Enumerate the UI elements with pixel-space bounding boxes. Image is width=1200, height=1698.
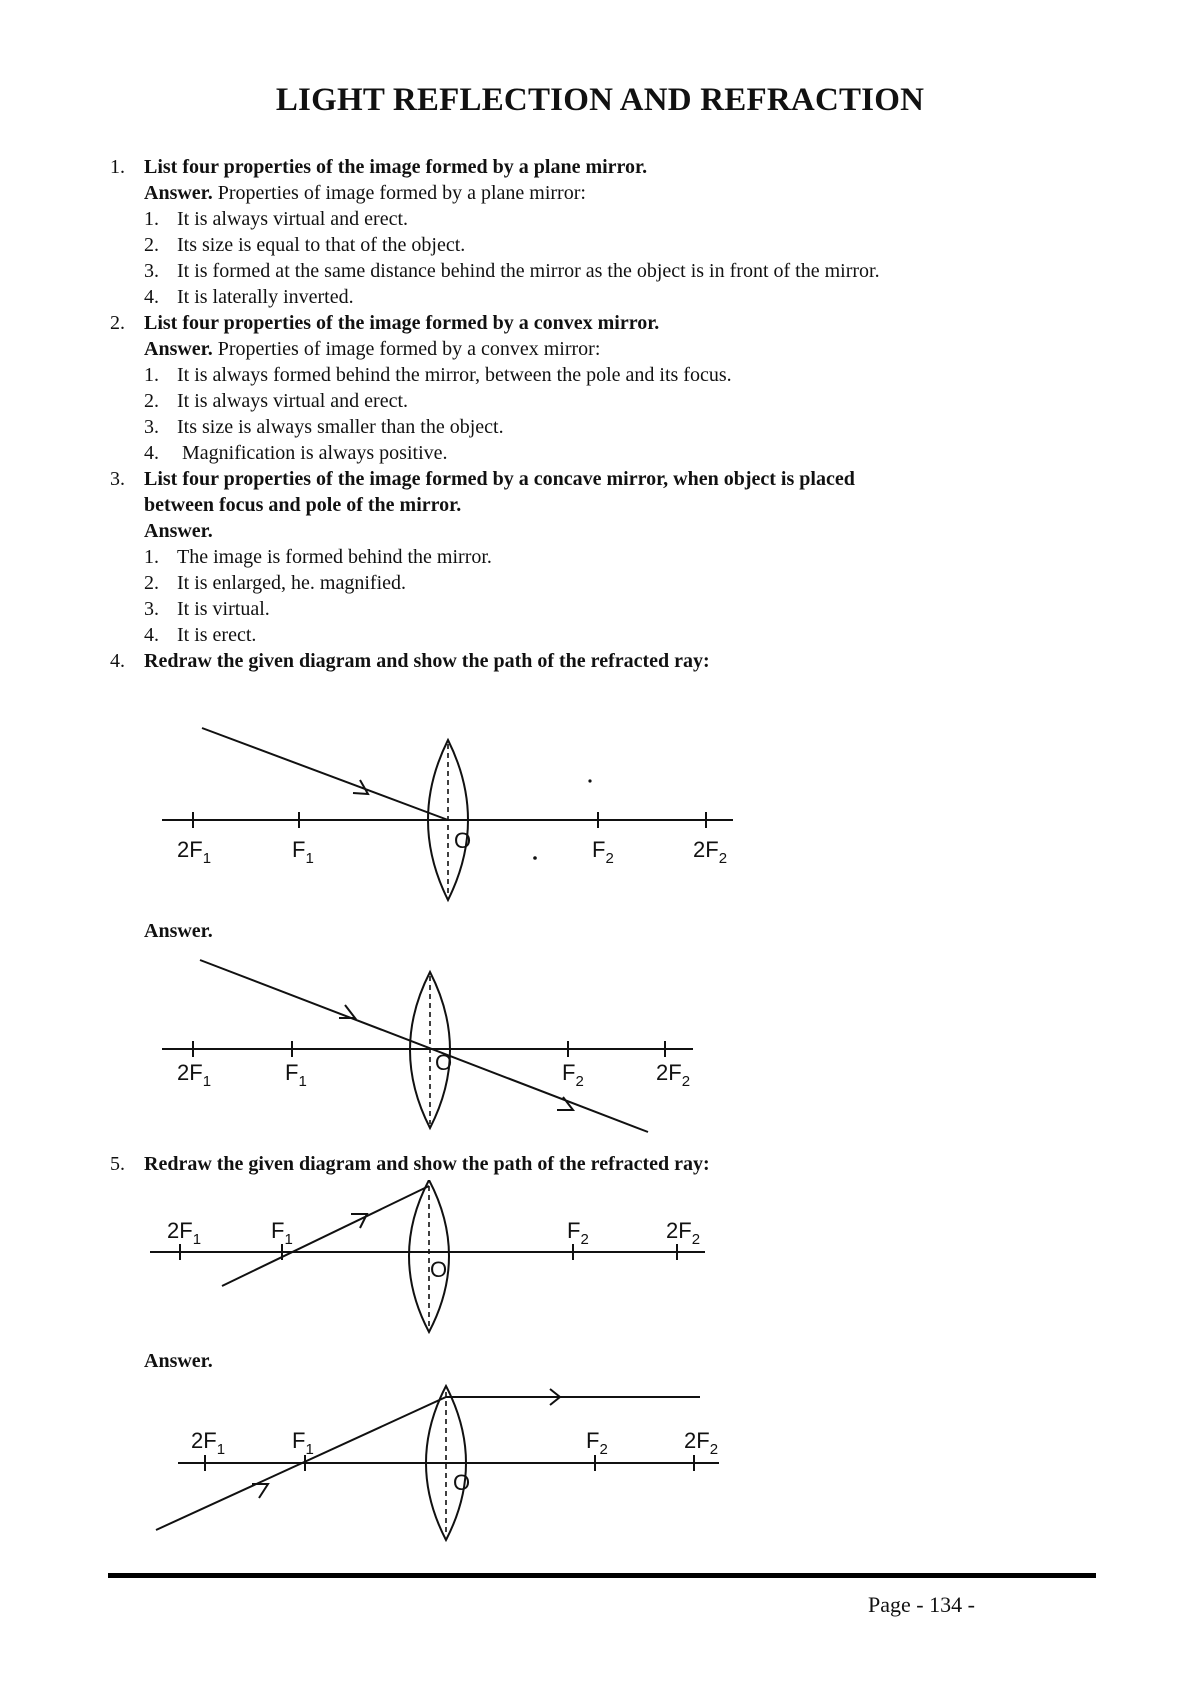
question-number: 5.: [110, 1153, 125, 1175]
label-2f2: $2F_2$: [684, 1428, 719, 1458]
answer-label: Answer.: [144, 182, 213, 204]
label-origin: O: [435, 1050, 453, 1075]
lens-diagram-a5: [0, 1380, 1200, 1550]
list-item: 2. It is enlarged, he. magnified.: [144, 572, 407, 594]
list-item: 1. The image is formed behind the mirror.: [144, 546, 492, 568]
stray-dot: [588, 779, 591, 782]
question-number: 1.: [110, 156, 125, 178]
label-f1: $F_1$: [292, 837, 314, 867]
footer-divider: [108, 1573, 1096, 1578]
answer-1-intro: [144, 180, 586, 206]
convex-lens: [409, 1180, 449, 1332]
arrow-icon: [252, 1484, 268, 1498]
stray-dot: [533, 856, 537, 860]
list-item: 4. Magnification is always positive.: [144, 442, 448, 464]
answer-label: Answer.: [144, 1350, 213, 1372]
question-text: Redraw the given diagram and show the path of the refracted ray:: [144, 650, 710, 672]
incident-ray: [202, 728, 448, 820]
label-2f2: $2F_2$: [693, 837, 728, 867]
list-item: 2. It is always virtual and erect.: [144, 390, 409, 412]
question-5: [110, 1151, 710, 1177]
label-origin: O: [453, 1470, 471, 1495]
lens-diagram-q5: [0, 1180, 1200, 1345]
label-f1: $F_1$: [292, 1428, 314, 1458]
list-item: 1. It is always virtual and erect.: [144, 208, 409, 230]
question-text: Redraw the given diagram and show the path of the refracted ray:: [144, 1153, 710, 1175]
page-number: Page - 134 -: [868, 1592, 975, 1617]
list-item: 2. Its size is equal to that of the object.: [144, 234, 466, 256]
answer-intro: Properties of image formed by a plane mirror:: [212, 182, 586, 204]
answer-label: Answer.: [144, 520, 213, 542]
label-origin: O: [430, 1257, 448, 1282]
label-f2: $F_2$: [586, 1428, 608, 1458]
question-text: List four properties of the image formed by a plane mirror.: [144, 156, 648, 178]
list-item: 3. It is virtual.: [144, 598, 270, 620]
label-f1: $F_1$: [271, 1218, 293, 1248]
label-2f1: $2F_1$: [177, 1060, 212, 1090]
list-item: 4. It is erect.: [144, 624, 257, 646]
question-text: List four properties of the image formed by a convex mirror.: [144, 312, 660, 334]
label-origin: O: [454, 828, 472, 853]
question-text: List four properties of the image formed by a concave mirror, when object is placed: [144, 468, 855, 490]
answer-label: Answer.: [144, 338, 213, 360]
label-2f1: $2F_1$: [191, 1428, 226, 1458]
question-3: [110, 466, 855, 492]
list-item: 1. It is always formed behind the mirror, between the pole and its focus.: [144, 364, 732, 386]
label-2f1: $2F_1$: [177, 837, 212, 867]
answer-label: Answer.: [144, 920, 213, 942]
question-number: 4.: [110, 650, 125, 672]
question-3-continued: between focus and pole of the mirror.: [144, 494, 462, 516]
question-2: [110, 310, 659, 336]
answer-intro: Properties of image formed by a convex mirror:: [212, 338, 601, 360]
label-f1: $F_1$: [285, 1060, 307, 1090]
page-title: LIGHT REFLECTION AND REFRACTION: [275, 82, 925, 118]
list-item: 3. It is formed at the same distance behind the mirror as the object is in front of the mirror.: [144, 260, 880, 282]
label-2f2: $2F_2$: [666, 1218, 701, 1248]
lens-diagram-a4: [0, 950, 1200, 1140]
label-2f1: $2F_1$: [167, 1218, 202, 1248]
question-4: [110, 648, 710, 674]
question-1: [110, 154, 647, 180]
label-2f2: $2F_2$: [656, 1060, 691, 1090]
answer-2-intro: [144, 336, 600, 362]
label-f2: $F_2$: [562, 1060, 584, 1090]
question-number: 3.: [110, 468, 125, 490]
list-item: 3. Its size is always smaller than the object.: [144, 416, 504, 438]
label-f2: $F_2$: [592, 837, 614, 867]
label-f2: $F_2$: [567, 1218, 589, 1248]
incident-ray-through-f1: [222, 1186, 429, 1286]
list-item: 4. It is laterally inverted.: [144, 286, 354, 308]
lens-diagram-q4: [0, 720, 1200, 910]
question-number: 2.: [110, 312, 125, 334]
